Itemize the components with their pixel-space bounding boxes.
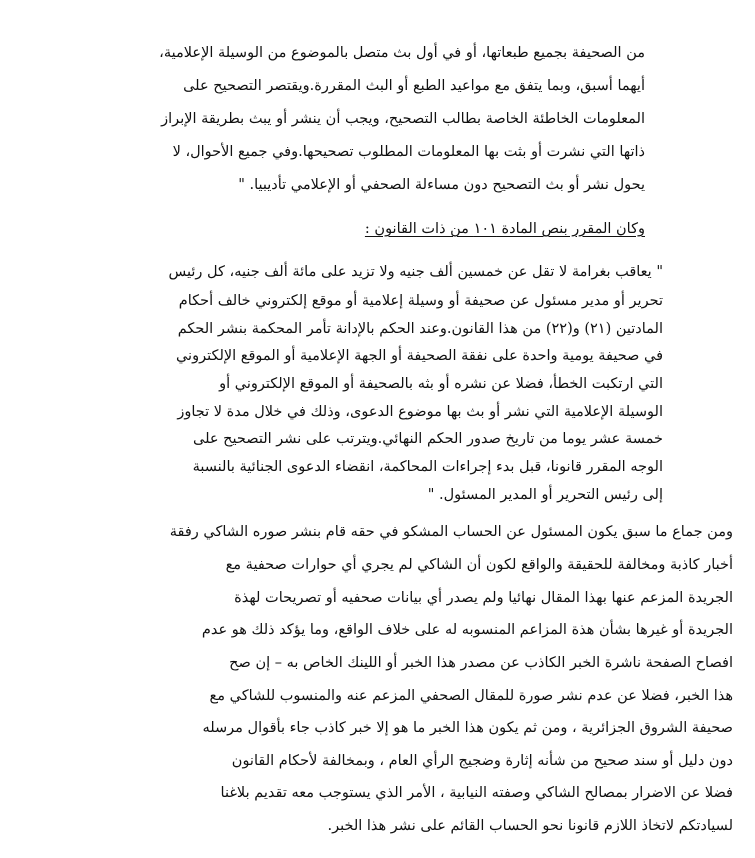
quote2-line-4: في صحيفة يومية واحدة على نفقة الصحيفة أو الجهة الإعلامية أو الموقع الإلكتروني xyxy=(175,348,663,364)
section-heading: وكان المقرر بنص المادة ١٠١ من ذات القانون : xyxy=(364,221,645,237)
body-line-5: افصاح الصفحة ناشرة الخبر الكاذب عن مصدر هذا الخبر أو اللينك الخاص به – إن صح xyxy=(229,655,733,671)
body-line-6: هذا الخبر، فضلا عن عدم نشر صورة للمقال الصحفي المزعم عنه والمنسوب للشاكي مع xyxy=(209,688,733,704)
quote2-line-7: خمسة عشر يوما من تاريخ صدور الحكم النهائي.ويترتب على نشر التصحيح على xyxy=(193,431,663,447)
quote2-line-3: المادتين (٢١) و(٢٢) من هذا القانون.وعند الحكم بالإدانة تأمر المحكمة بنشر الحكم xyxy=(177,321,663,337)
body-line-3: الجريدة المزعم عنها بهذا المقال نهائيا ولم يصدر أي بيانات صحفيه أو تصريحات لهذة xyxy=(234,590,733,606)
quote2-line-5: التي ارتكبت الخطأ، فضلا عن نشره أو بثه بالصحيفة أو الموقع الإلكتروني أو xyxy=(219,376,663,392)
quote2-line-6: الوسيلة الإعلامية التي نشر أو بث بها موضوع الدعوى، وذلك في خلال مدة لا تجاوز xyxy=(177,404,663,420)
body-line-1: ومن جماع ما سبق يكون المسئول عن الحساب المشكو في حقه قام بنشر صوره الشاكي رفقة xyxy=(169,524,733,540)
quote2-line-2: تحرير أو مدير مسئول عن صحيفة أو وسيلة إعلامية أو موقع إلكتروني خالف أحكام xyxy=(178,293,663,309)
quote2-line-1: " يعاقب بغرامة لا تقل عن خمسين ألف جنيه ولا تزيد على مائة ألف جنيه، كل رئيس xyxy=(168,264,663,280)
quote1-line-4: ذاتها التي نشرت أو بثت بها المعلومات المطلوب تصحيحها.وفي جميع الأحوال، لا xyxy=(172,144,645,160)
quote2-line-9: إلى رئيس التحرير أو المدير المسئول. " xyxy=(427,487,663,503)
quote2-line-8: الوجه المقرر قانونا، قبل بدء إجراءات المحاكمة، انقضاء الدعوى الجنائية بالنسبة xyxy=(192,459,663,475)
body-line-10: لسيادتكم لاتخاذ اللازم قانونا نحو الحساب القائم على نشر هذا الخبر. xyxy=(327,818,733,834)
body-line-8: دون دليل أو سند صحيح من شأنه إثارة وضجيج الرأي العام ، وبمخالفة لأحكام القانون xyxy=(231,753,733,769)
body-line-9: فضلا عن الاضرار بمصالح الشاكي وصفته النيابية ، الأمر الذي يستوجب معه تقديم بلاغنا xyxy=(220,785,733,801)
body-line-2: أخبار كاذبة ومخالفة للحقيقة والواقع لكون أن الشاكي لم يجري أي حوارات صحفية مع xyxy=(225,557,733,573)
quote1-line-2: أيهما أسبق، وبما يتفق مع مواعيد الطبع أو البث المقررة.ويقتصر التصحيح على xyxy=(183,78,645,94)
body-line-4: الجريدة أو غيرها بشأن هذة المزاعم المنسوبه له على خلاف الواقع، وما يؤكد ذلك هو عدم xyxy=(201,622,733,638)
quote1-line-3: المعلومات الخاطئة الخاصة بطالب التصحيح، ويجب أن ينشر أو يبث بطريقة الإبراز xyxy=(161,111,645,127)
quote1-line-1: من الصحيفة بجميع طبعاتها، أو في أول بث متصل بالموضوع من الوسيلة الإعلامية، xyxy=(159,45,645,61)
body-line-7: صحيفة الشروق الجزائرية ، ومن ثم يكون هذا الخبر ما هو إلا خبر كاذب جاء بأقوال مرسله xyxy=(202,720,733,736)
quote1-line-5: يحول نشر أو بث التصحيح دون مساءلة الصحفي أو الإعلامي تأديبيا. " xyxy=(238,177,645,193)
